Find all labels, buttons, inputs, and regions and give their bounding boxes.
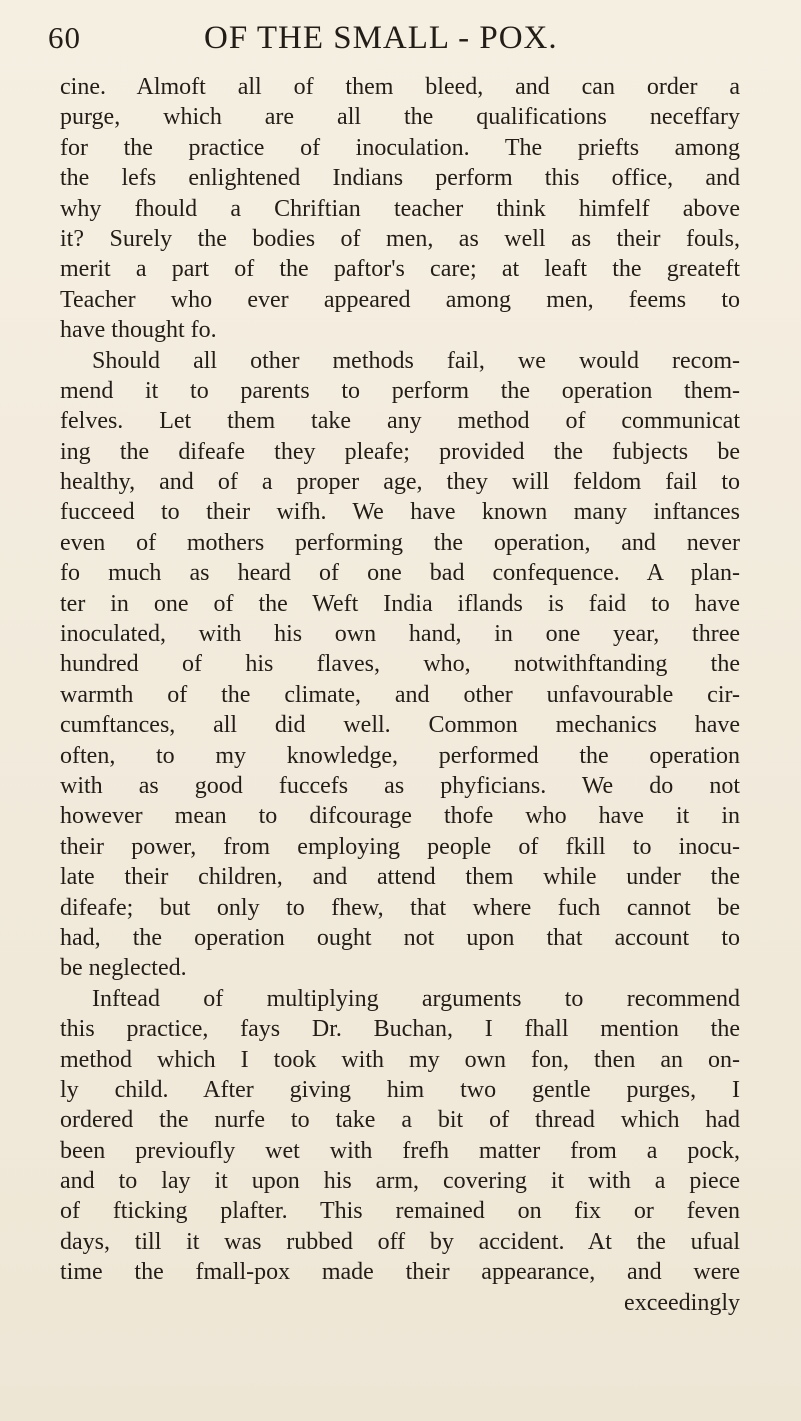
running-head <box>48 16 768 68</box>
text-line: hundred of his flaves, who, notwithftanding the <box>60 651 740 678</box>
text-line: days, till it was rubbed off by accident. At the ufual <box>60 1228 740 1255</box>
text-line: ing the difeafe they pleafe; provided the fubjects be <box>60 438 740 465</box>
text-line: ordered the nurfe to take a bit of thread which had <box>60 1107 740 1134</box>
text-line: often, to my knowledge, performed the operation <box>60 742 740 769</box>
text-line: even of mothers performing the operation, and never <box>60 529 740 556</box>
text-line: cine. Almoft all of them bleed, and can order a <box>60 74 740 100</box>
text-line: purge, which are all the qualifications neceffary <box>60 104 740 131</box>
text-line: mend it to parents to perform the operation them- <box>60 377 740 404</box>
running-title: OF THE SMALL - POX. <box>204 20 558 56</box>
text-line: late their children, and attend them while under the <box>60 864 740 891</box>
text-line: inoculated, with his own hand, in one year, three <box>60 621 740 648</box>
text-line: with as good fuccefs as phyficians. We do not <box>60 772 740 799</box>
text-line: merit a part of the paftor's care; at leaft the greateft <box>60 256 740 283</box>
text-line: warmth of the climate, and other unfavourable cir- <box>60 681 740 708</box>
page-number: 60 <box>48 20 81 55</box>
catchword: exceedingly <box>624 1289 740 1316</box>
text-line: however mean to difcourage thofe who have it in <box>60 803 740 830</box>
text-line: their power, from employing people of fkill to inocu- <box>60 833 740 860</box>
text-line: ter in one of the Weft India iflands is faid to have <box>60 590 740 617</box>
text-line: difeafe; but only to fhew, that where fuch cannot be <box>60 894 740 921</box>
text-line: time the fmall-pox made their appearance, and were <box>60 1259 740 1286</box>
text-line: Teacher who ever appeared among men, feems to <box>60 286 740 313</box>
text-line: healthy, and of a proper age, they will feldom fail to <box>60 469 740 496</box>
text-line: have thought fo. <box>60 317 217 344</box>
text-line: fucceed to their wifh. We have known many inftances <box>60 499 740 526</box>
text-line: why fhould a Chriftian teacher think himfelf above <box>60 195 740 222</box>
text-line: fo much as heard of one bad confequence. A plan- <box>60 560 740 587</box>
body-text <box>60 72 740 1318</box>
text-line: this practice, fays Dr. Buchan, I fhall mention the <box>60 1016 740 1043</box>
text-line: been previoufly wet with frefh matter from a pock, <box>60 1137 740 1164</box>
text-line: of fticking plafter. This remained on fix or feven <box>60 1198 740 1225</box>
text-line: had, the operation ought not upon that account to <box>60 924 740 951</box>
text-line: and to lay it upon his arm, covering it with a piece <box>60 1168 740 1195</box>
text-line: method which I took with my own fon, then an on- <box>60 1046 740 1073</box>
text-line: felves. Let them take any method of communicat <box>60 408 740 435</box>
paragraph-start-line: Should all other methods fail, we would recom- <box>92 347 740 374</box>
text-line: cumftances, all did well. Common mechanics have <box>60 712 740 739</box>
paragraph-start-line: Inftead of multiplying arguments to recommend <box>92 985 740 1012</box>
text-line: be neglected. <box>60 955 187 982</box>
text-line: ly child. After giving him two gentle purges, I <box>60 1076 740 1103</box>
text-line: for the practice of inoculation. The priefts among <box>60 134 740 161</box>
text-line: the lefs enlightened Indians perform this office, and <box>60 165 740 192</box>
text-line: it? Surely the bodies of men, as well as their fouls, <box>60 225 740 252</box>
